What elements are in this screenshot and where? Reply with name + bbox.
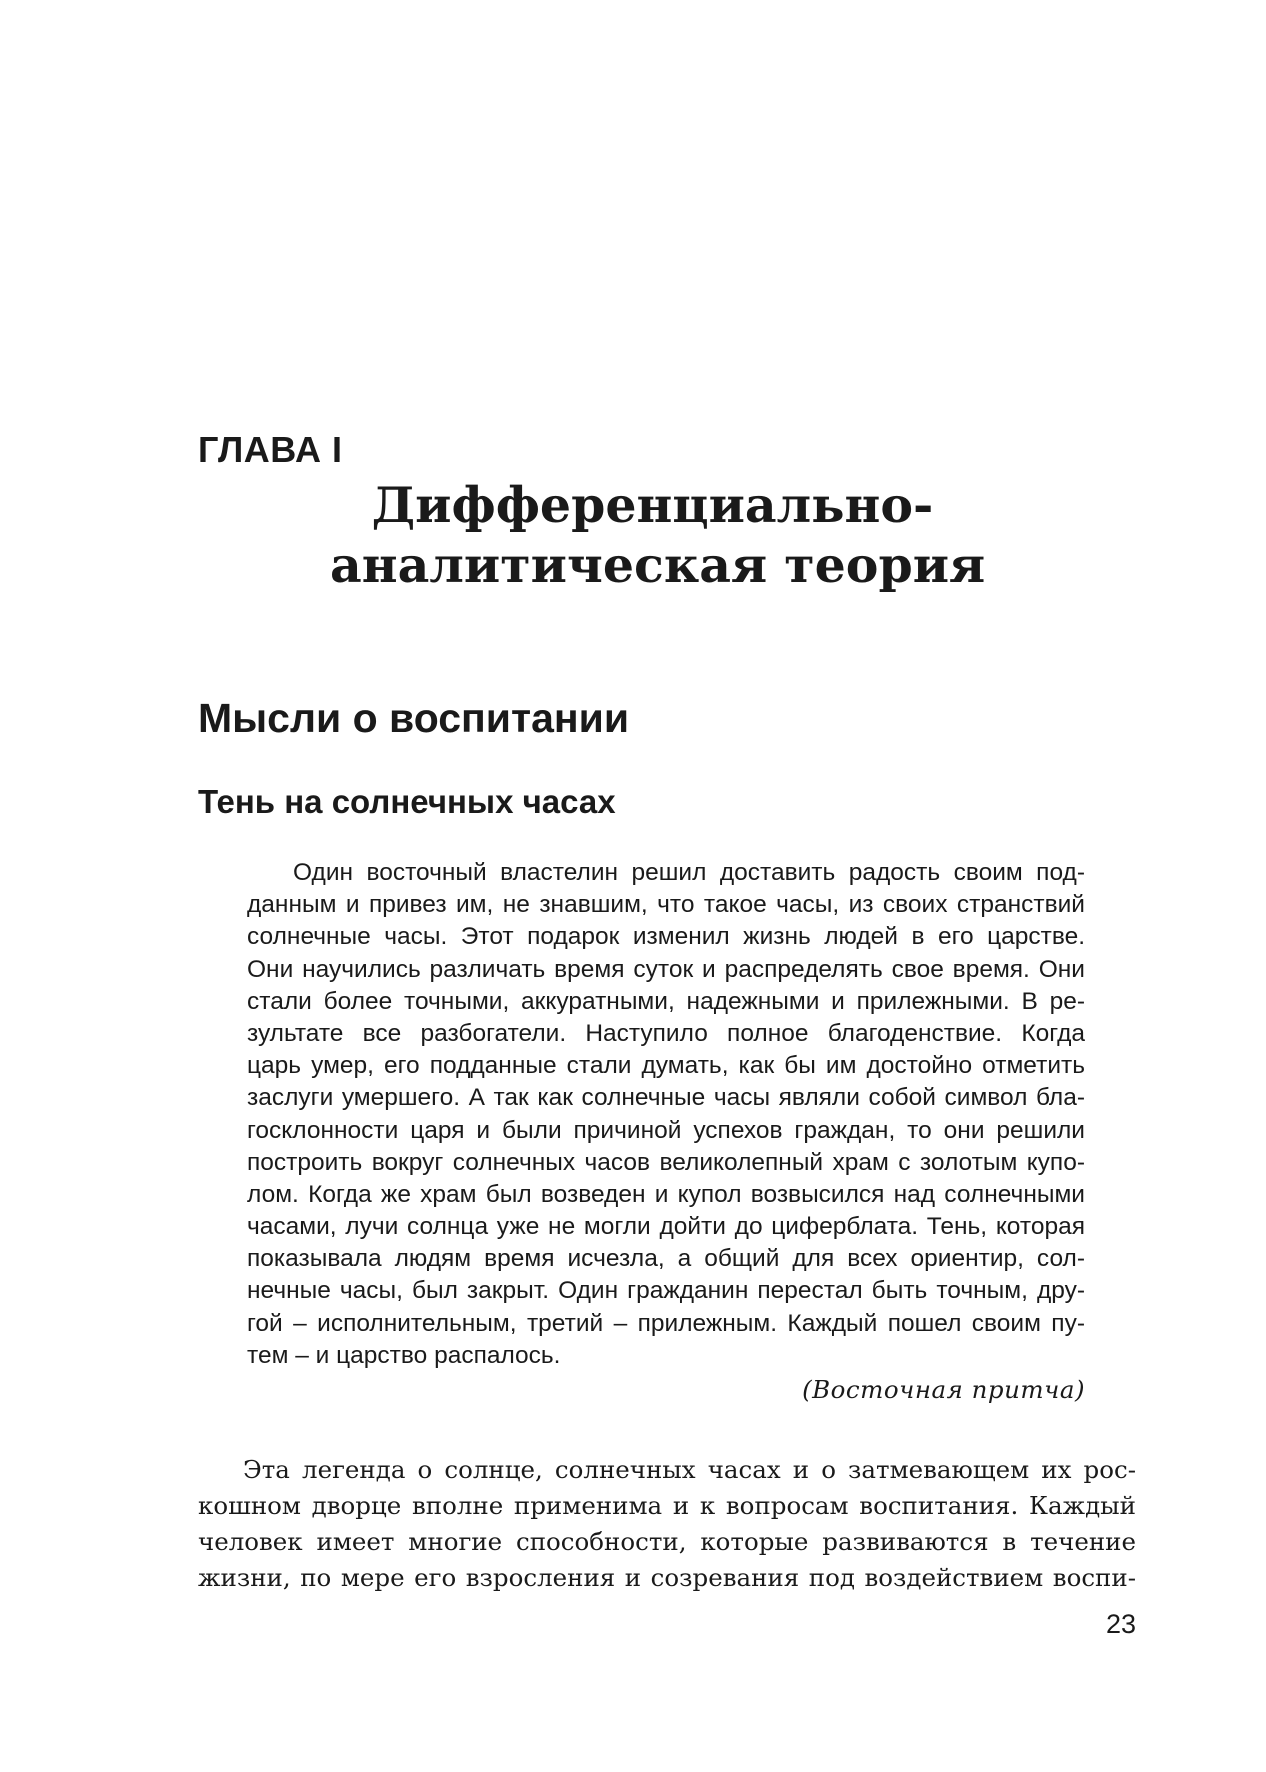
parable-line: Один восточный властелин решил доставить радость своим под- — [293, 859, 1085, 886]
chapter-title — [330, 475, 986, 595]
parable-line: лом. Когда же храм был возведен и купол возвысился над солнечными — [247, 1180, 1085, 1208]
chapter-title-line: Дифференциально- — [371, 476, 934, 534]
parable-line: солнечные часы. Этот подарок изменил жизнь людей в его царстве. — [247, 923, 1085, 951]
parable-line: госклонности царя и были причиной успехов граждан, то они решили — [247, 1116, 1085, 1144]
parable-line: зультате все разбогатели. Наступило полное благоденствие. Когда — [247, 1019, 1085, 1047]
body-line: жизни, по мере его взросления и созревания под воздействием воспи- — [198, 1563, 1136, 1592]
body-line: кошном дворце вполне применима и к вопросам воспитания. Каждый — [198, 1491, 1136, 1520]
parable-line: гой – исполнительным, третий – прилежным. Каждый пошел своим пу- — [247, 1309, 1085, 1337]
body-line: Эта легенда о солнце, солнечных часах и о затмевающем их рос- — [243, 1455, 1136, 1484]
parable-text — [247, 857, 1085, 1372]
parable-line: нечные часы, был закрыт. Один гражданин перестал быть точным, дру- — [247, 1277, 1085, 1305]
page-number: 23 — [1105, 1609, 1136, 1639]
parable-line: тем – и царство распалось. — [247, 1341, 561, 1369]
parable-line: царь умер, его подданные стали думать, как бы им достойно отметить — [247, 1052, 1085, 1080]
parable-source: (Восточная притча) — [802, 1375, 1085, 1404]
chapter-title-line: аналитическая теория — [330, 536, 986, 594]
parable-line: заслуги умершего. А так как солнечные часы являли собой символ бла- — [247, 1084, 1085, 1112]
section-title: Мысли о воспитании — [198, 695, 630, 741]
parable-line: построить вокруг солнечных часов великолепный храм с золотым купо- — [247, 1148, 1085, 1176]
parable-line: Они научились различать время суток и распределять свое время. Они — [247, 955, 1085, 983]
parable-line: стали более точными, аккуратными, надежными и прилежными. В ре- — [247, 987, 1085, 1015]
body-line: человек имеет многие способности, которые развиваются в течение — [198, 1527, 1136, 1556]
parable-line: показывала людям время исчезла, а общий для всех ориентир, сол- — [247, 1245, 1085, 1273]
parable-line: данным и привез им, не знавшим, что такое часы, из своих странствий — [247, 891, 1085, 919]
subsection-title: Тень на солнечных часах — [198, 783, 616, 820]
chapter-label: ГЛАВА I — [198, 429, 343, 470]
parable-line: часами, лучи солнца уже не могли дойти до циферблата. Тень, которая — [247, 1213, 1085, 1241]
body-paragraph — [198, 1452, 1136, 1596]
